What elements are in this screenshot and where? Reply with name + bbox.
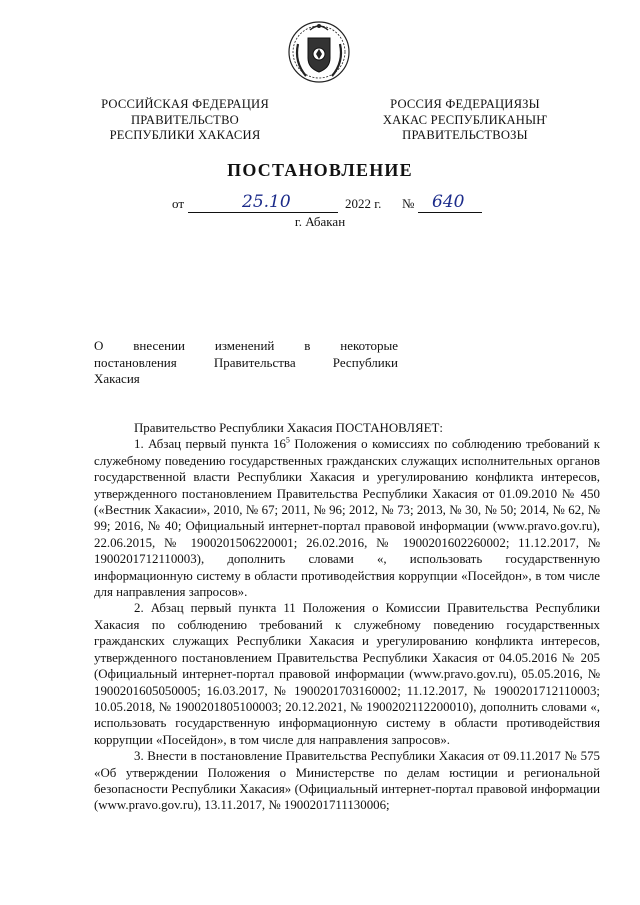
subject-line-1 <box>94 338 398 355</box>
header-right-line: ПРАВИТЕЛЬСТВОЗЫ <box>402 128 528 142</box>
paragraph-1-start: 1. Абзац первый пункта 16 <box>134 437 286 452</box>
year-label: 2022 г. <box>345 196 382 211</box>
date-underline <box>188 212 338 213</box>
number-prefix: № <box>402 196 415 211</box>
subject-block <box>94 338 398 388</box>
city-label: г. Абакан <box>294 214 346 229</box>
number-underline <box>418 212 482 213</box>
handwritten-number: 640 <box>432 192 465 212</box>
subject-word: О <box>94 338 104 353</box>
paragraph-1 <box>94 436 600 600</box>
subject-word: изменений <box>214 338 275 353</box>
paragraph-3: 3. Внести в постановление Правительства Республики Хакасия от 09.11.2017 № 575 «Об утверждении Положения о Министерстве по делам юстиции и региональной безопасности Республики Хакасия» (Официальный интернет-портал правовой информации (www.pravo.gov.ru), 13.11.2017, № 1900201711130006; <box>94 749 600 813</box>
date-prefix: от <box>172 196 185 211</box>
header-left-line: РЕСПУБЛИКИ ХАКАСИЯ <box>109 128 261 142</box>
resolution-intro: Правительство Республики Хакасия ПОСТАНОВЛЯЕТ: <box>134 421 443 435</box>
handwritten-date: 25.10 <box>242 192 291 212</box>
paragraph-1-rest: Положения о комиссиях по соблюдению требований к служебному поведению государственных гражданских служащих исполнительных органов государственной власти Республики Хакасия и урегулированию конфликта интересов, утвержденного постановлением Правительства Республики Хакасия от 01.09.2010 № 450 («Вестник Хакасии», 2010, № 67; 2011, № 96; 2012, № 73; 2013, № 30, № 50; 2014, № 62, № 99; 2016, № 40; Официальный интернет-портал правовой информации (www.pravo.gov.ru), 22.06.2015, № 1900201506220001; 26.02.2016, № 1900201602260002; 11.12.2017, № 1900201712110003), дополнить словами «, использовать государственную информационную систему в области противодействия коррупции «Посейдон», в том числе для направления запросов». <box>94 437 600 600</box>
document-title: ПОСТАНОВЛЕНИЕ <box>227 160 413 180</box>
header-left-block <box>80 97 290 144</box>
subject-line-3: Хакасия <box>94 371 140 387</box>
subject-word: Республики <box>332 354 398 370</box>
subject-word: некоторые <box>340 338 398 353</box>
subject-word: постановления <box>94 354 177 370</box>
header-left-line: РОССИЙСКАЯ ФЕДЕРАЦИЯ <box>101 97 269 111</box>
paragraph-1-superscript: 5 <box>285 436 290 446</box>
header-right-block <box>360 97 570 144</box>
subject-word: Правительства <box>213 354 296 370</box>
header-right-line: ХАКАС РЕСПУБЛИКАНЫҤ <box>382 112 548 127</box>
header-left-line: ПРАВИТЕЛЬСТВО <box>131 112 239 127</box>
subject-word: в <box>304 338 311 353</box>
coat-of-arms-emblem <box>286 18 352 84</box>
paragraph-2: 2. Абзац первый пункта 11 Положения о Комиссии Правительства Республики Хакасия по соблюдению требований к служебному поведению государственных гражданских служащих Республики Хакасия и урегулированию конфликта интересов, утвержденного постановлением Правительства Республики Хакасия от 04.05.2016 № 205 (Официальный интернет-портал правовой информации (www.pravo.gov.ru), 05.05.2016, № 1900201605050005; 16.03.2017, № 1900201703160002; 11.12.2017, № 1900201712110003; 10.05.2018, № 1900201805100003; 20.12.2021, № 1900202112200010), дополнить словами «, использовать государственную информационную систему в области противодействия коррупции «Посейдон», в том числе для направления запросов». <box>94 601 600 747</box>
header-right-line: РОССИЯ ФЕДЕРАЦИЯЗЫ <box>390 97 540 111</box>
subject-word: внесении <box>133 338 186 353</box>
document-body <box>94 420 600 814</box>
subject-line-2 <box>94 355 398 372</box>
